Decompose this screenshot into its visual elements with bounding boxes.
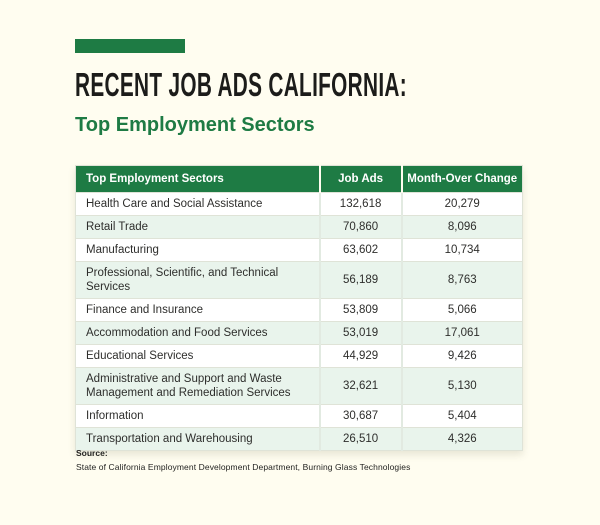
job-ads-value-cell: 53,809 <box>320 299 402 322</box>
job-ads-value-cell: 63,602 <box>320 239 402 262</box>
sector-name-cell: Finance and Insurance <box>76 299 320 322</box>
table-row <box>76 345 523 368</box>
job-ads-value-cell: 44,929 <box>320 345 402 368</box>
table-row <box>76 262 523 299</box>
table-header-row <box>76 166 523 193</box>
page-subtitle: Top Employment Sectors <box>75 114 315 136</box>
sector-name-cell: Professional, Scientific, and Technical Services <box>76 262 320 299</box>
sector-name-cell: Information <box>76 405 320 428</box>
job-ads-value-cell: 30,687 <box>320 405 402 428</box>
job-ads-value-cell: 26,510 <box>320 428 402 451</box>
table-row <box>76 193 523 216</box>
month-over-change-value-cell: 10,734 <box>402 239 523 262</box>
job-ads-value-cell: 70,860 <box>320 216 402 239</box>
column-header-job-ads: Job Ads <box>320 166 402 193</box>
employment-sectors-table <box>75 165 523 451</box>
table-row <box>76 322 523 345</box>
month-over-change-value-cell: 5,130 <box>402 368 523 405</box>
column-header-month-over-change: Month-Over Change <box>402 166 523 193</box>
month-over-change-value-cell: 20,279 <box>402 193 523 216</box>
table-row <box>76 239 523 262</box>
job-ads-value-cell: 32,621 <box>320 368 402 405</box>
month-over-change-value-cell: 4,326 <box>402 428 523 451</box>
table-row <box>76 368 523 405</box>
sector-name-cell: Retail Trade <box>76 216 320 239</box>
source-note <box>76 448 410 472</box>
source-text: State of California Employment Development Department, Burning Glass Technologies <box>76 462 411 472</box>
month-over-change-value-cell: 17,061 <box>402 322 523 345</box>
month-over-change-value-cell: 5,066 <box>402 299 523 322</box>
table-row <box>76 216 523 239</box>
job-ads-value-cell: 132,618 <box>320 193 402 216</box>
job-ads-value-cell: 53,019 <box>320 322 402 345</box>
source-label: Source: <box>76 448 108 458</box>
sector-name-cell: Administrative and Support and Waste Management and Remediation Services <box>76 368 320 405</box>
page-title: RECENT JOB ADS CALIFORNIA: <box>75 66 407 103</box>
sector-name-cell: Health Care and Social Assistance <box>76 193 320 216</box>
month-over-change-value-cell: 8,763 <box>402 262 523 299</box>
accent-bar <box>75 39 185 53</box>
sector-name-cell: Accommodation and Food Services <box>76 322 320 345</box>
job-ads-value-cell: 56,189 <box>320 262 402 299</box>
column-header-sectors: Top Employment Sectors <box>76 166 320 193</box>
sector-name-cell: Transportation and Warehousing <box>76 428 320 451</box>
month-over-change-value-cell: 8,096 <box>402 216 523 239</box>
table-row <box>76 299 523 322</box>
table-body <box>76 193 523 451</box>
month-over-change-value-cell: 9,426 <box>402 345 523 368</box>
sector-name-cell: Educational Services <box>76 345 320 368</box>
sector-name-cell: Manufacturing <box>76 239 320 262</box>
table-row <box>76 405 523 428</box>
month-over-change-value-cell: 5,404 <box>402 405 523 428</box>
